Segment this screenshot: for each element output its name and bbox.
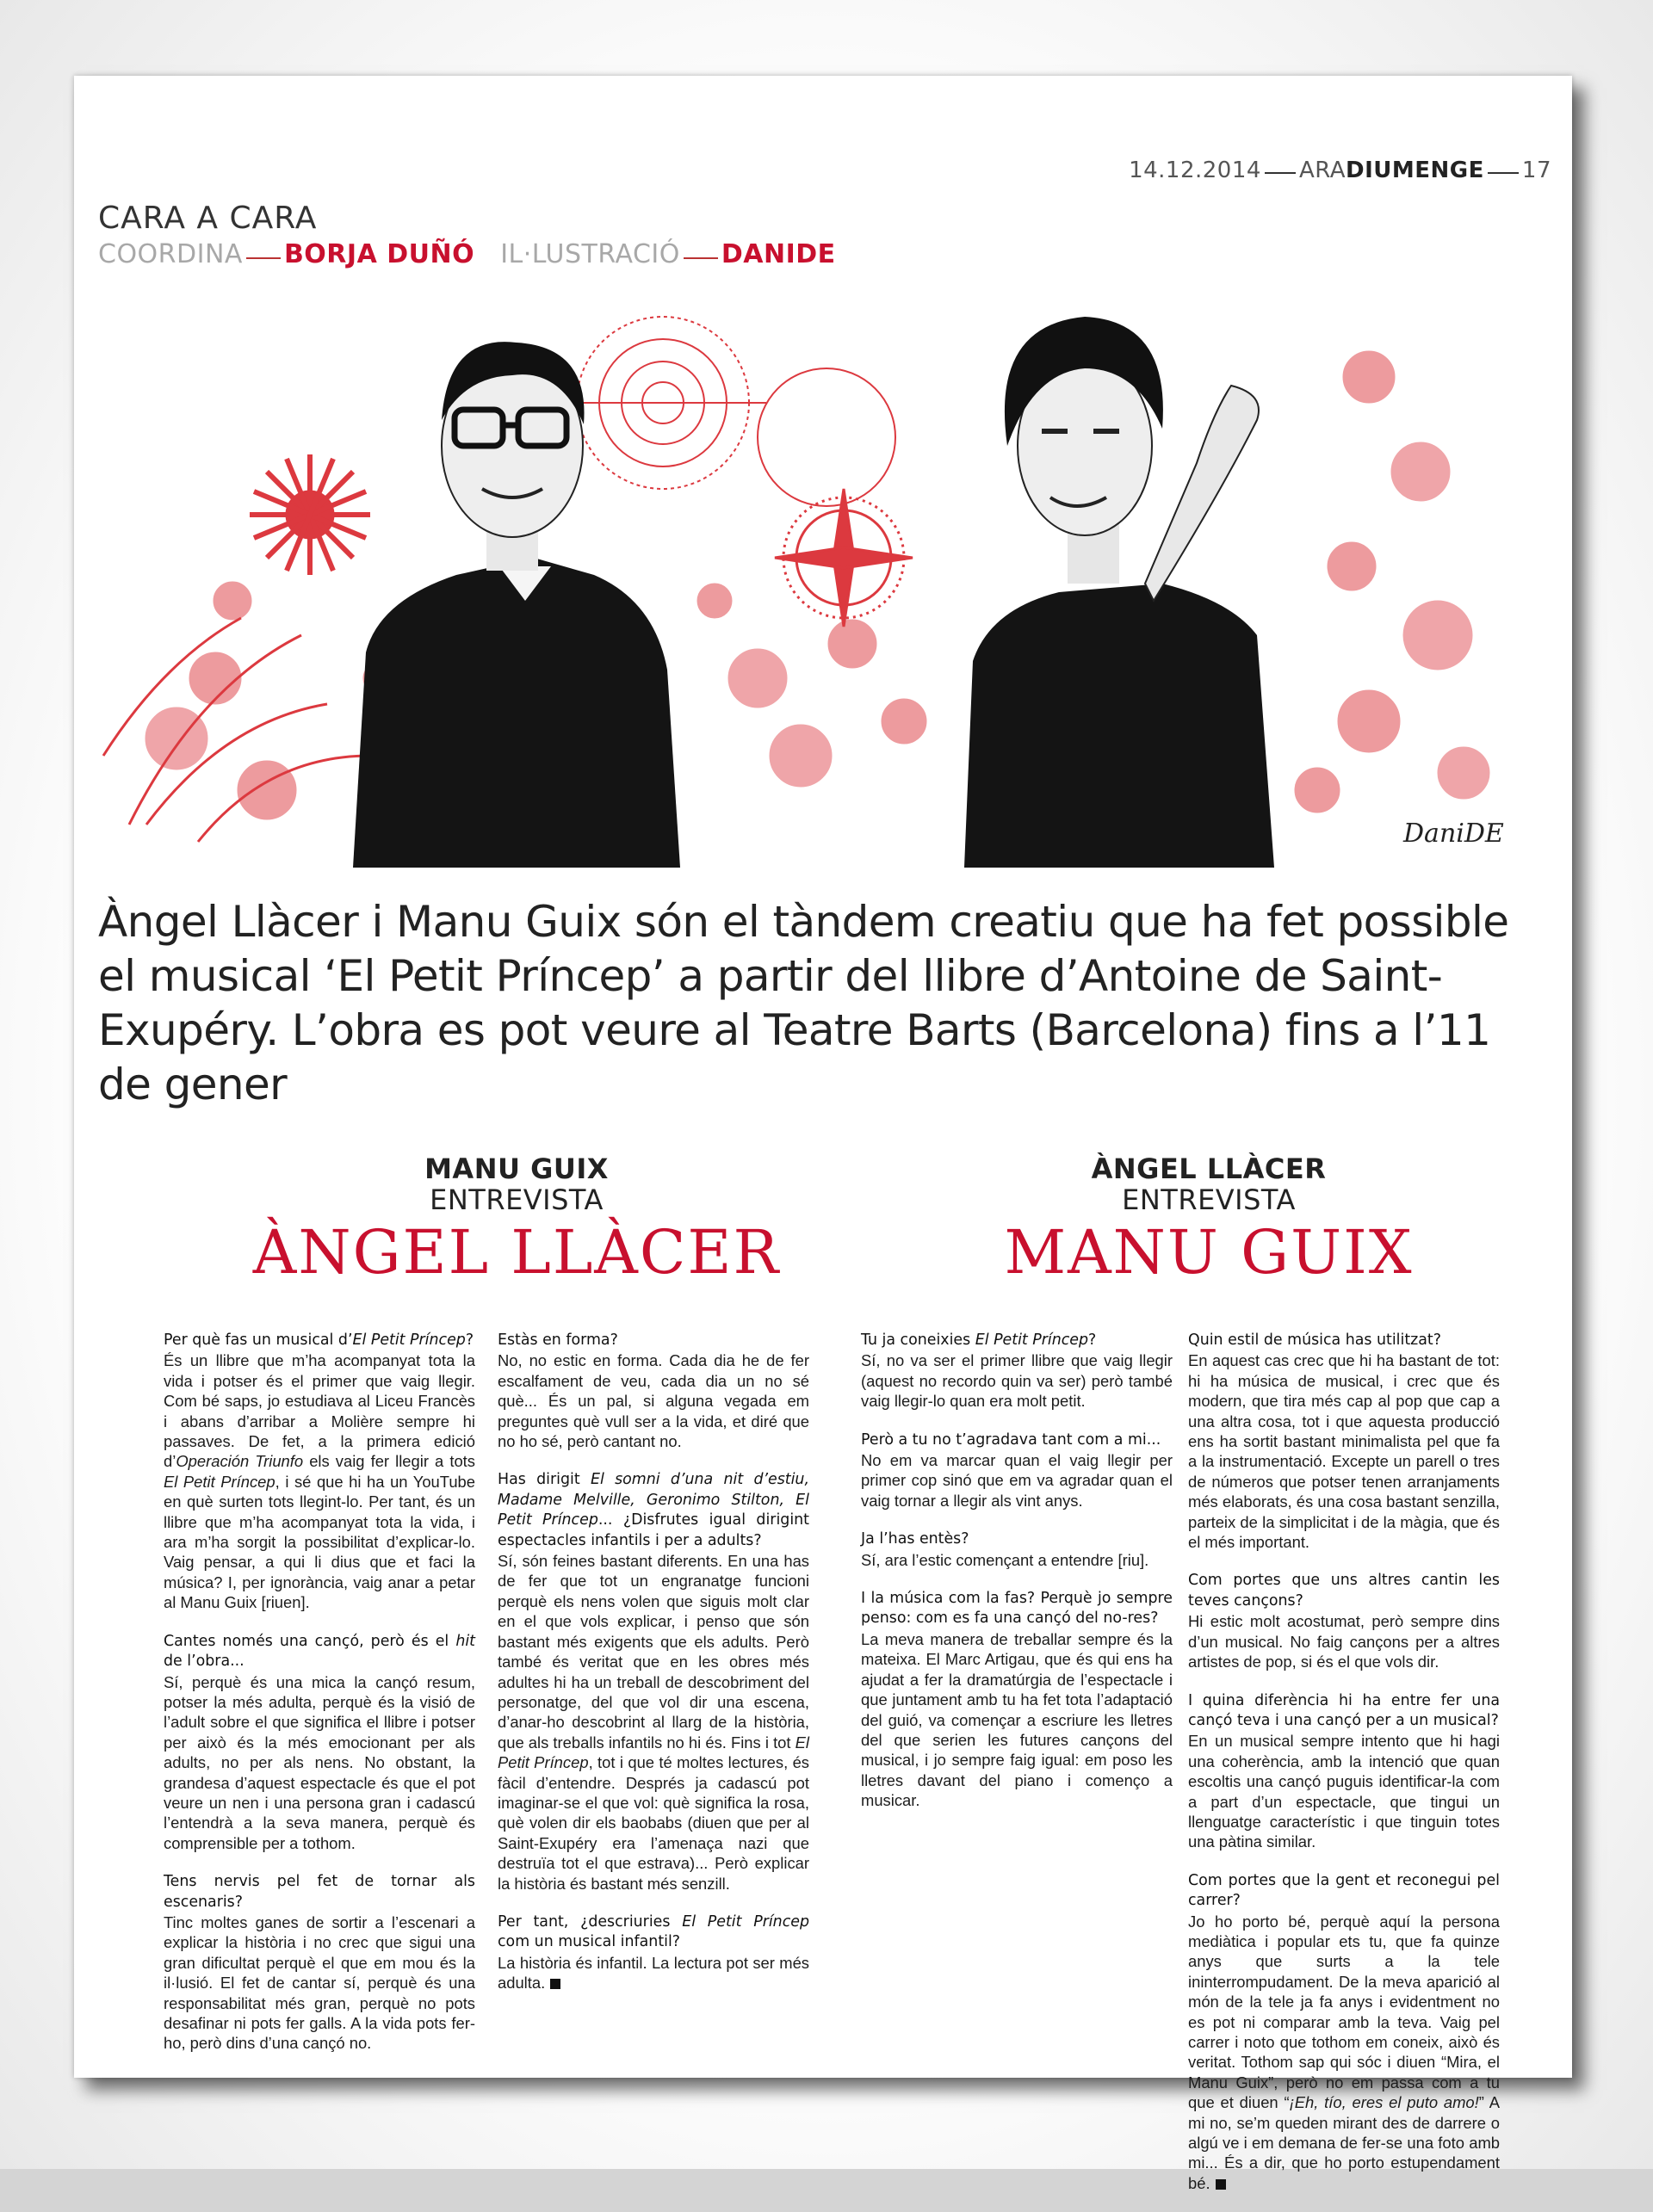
- answer: En un musical sempre intento que hi hagi una coherència, amb la intenció que quan escoltis una cançó puguis identificar-la com a part d’un espectacle, que tingui un llenguatge característic i que tinguin totes una pàtina similar.: [1188, 1732, 1500, 1851]
- flowers-center: [697, 584, 926, 787]
- answer: En aquest cas crec que hi ha bastant de tot: hi ha música de musical, i crec que és modern, que tira més cap al pop que cap a una altra cosa, tot i que aquesta producció ens ha sortit bastant minimalista pel que fa a la instrumentació. Excepte un parell o tres de números que potser tenen arranjaments més elaborats, és una cosa bastant senzilla, parteix de la simplicitat i de la màgia, que és el més important.: [1188, 1351, 1500, 1552]
- question: Per què fas un musical d’El Petit Príncep?: [164, 1332, 474, 1349]
- coord-name: BORJA DUÑÓ: [283, 239, 475, 269]
- brand-light: ARA: [1298, 158, 1347, 183]
- orbit-diagram: [577, 317, 895, 506]
- answer: Jo ho porto bé, perquè aquí la persona mediàtica i popular ets tu, que fa quinze anys que surts a la tele ininterrompudament. De la meva aparició al món de la tele ja fa anys i evidentment no es pot ni comparar amb la teva. Vaig pel carrer i noto que tothom em coneix, això és veritat. Tothom sap qui sóc i diuen “Mira, el Manu Guix”, però no em passa com a tu que et diuen “¡Eh, tío, eres el puto amo!” A mi no, se’m queden mirant des de darrere o algú ve i em demana de fer-se una foto amb mi... És a dir, que ho porto estupendament bé.: [1188, 1912, 1500, 2192]
- answer: Sí, perquè és una mica la cançó resum, potser la més adulta, perquè és la visió de l’adult sobre el que significa el llibre i potser per això és la més emocionant per als adults, no per als nens. No obstant, la grandesa d’aquest espectacle és que el pot veure un nen i una persona gran i cadascú l’entendrà a la seva manera, perquè és comprensible per a tothom.: [164, 1672, 475, 1852]
- compass-rose: [775, 489, 913, 627]
- left-interview-heading: [215, 1153, 818, 1289]
- answer: No, no estic en forma. Cada dia he de fer escalfament de veu, cada dia un no sé què... És un pal, si alguna vegada em preguntes què vull ser a la vida, et diré que no ho sé, però cantant no.: [498, 1351, 809, 1451]
- qa-item: [498, 1470, 809, 1894]
- text-column-1: [164, 1331, 475, 2073]
- question: Has dirigit El somni d’una nit d’estiu, Madame Melville, Geronimo Stilton, El Petit Príncep... ¿Disfrutes igual dirigint espectacles infantils i per a adults?: [498, 1471, 809, 1549]
- lead-paragraph: Àngel Llàcer i Manu Guix són el tàndem creatiu que ha fet possible el musical ‘El Petit Príncep’ a partir del llibre d’Antoine de Saint-Exupéry. L’obra es pot veure al Teatre Barts (Barcelona) fins a l’11 de gener: [98, 897, 1509, 1109]
- illustration: [95, 274, 1558, 868]
- qa-item: [861, 1430, 1173, 1511]
- end-mark: [1216, 2179, 1226, 2190]
- interviewee-name: ÀNGEL LLÀCER: [252, 1217, 781, 1288]
- answer: La meva manera de treballar sempre és la mateixa. El Marc Artigau, que és qui ens ha ajudat a fer la dramatúrgia de l’espectacle i que juntament amb tu ha fet tota l’adaptació del guió, va començar a escriure les lletres del que serien les futures cançons del musical, i jo sempre faig igual: em poso les lletres davant del piano i començo a musicar.: [861, 1629, 1173, 1810]
- brand-bold: DIUMENGE: [1346, 158, 1484, 183]
- question: I quina diferència hi ha entre fer una cançó teva i una cançó per a un musical?: [1188, 1691, 1500, 1729]
- qa-item: [1188, 1331, 1500, 1552]
- question: I la música com la fas? Perquè jo sempre penso: com es fa una cançó del no-res?: [861, 1590, 1173, 1628]
- qa-item: [1188, 1571, 1500, 1671]
- person-angel-llacer: [353, 342, 680, 868]
- section-kicker: [98, 200, 836, 272]
- question: Per tant, ¿descriuries El Petit Príncep com un musical infantil?: [498, 1912, 809, 1951]
- interviewer-name: MANU GUIX: [424, 1152, 609, 1185]
- question: Com portes que la gent et reconegui pel carrer?: [1188, 1871, 1500, 1910]
- interviewer-name: ÀNGEL LLÀCER: [1091, 1152, 1327, 1185]
- question: Ja l’has entès?: [861, 1530, 969, 1548]
- answer: Tinc moltes ganes de sortir a l’escenari a explicar la història i no crec que sigui una gran dificultat perquè el que em mou és la il·lusió. El fet de cantar sí, perquè és una responsabilitat més gran, perquè no pots desafinar ni pots fer galls. A la vida pots fer-ho, però dins d’una cançó no.: [164, 1912, 475, 2053]
- text-column-3: [861, 1331, 1173, 1830]
- qa-item: [164, 1331, 475, 1613]
- answer: Hi estic molt acostumat, però sempre dins d’un musical. No faig cançons per a altres artistes de pop, si és el que vols dir.: [1188, 1612, 1500, 1671]
- qa-item: [861, 1589, 1173, 1810]
- answer: No em va marcar quan el vaig llegir per primer cop sinó que em va agradar quan el vaig tornar a llegir als vint anys.: [861, 1451, 1173, 1510]
- interview-label: ENTREVISTA: [1122, 1183, 1296, 1216]
- interviewee-name: MANU GUIX: [1004, 1217, 1414, 1288]
- answer: Sí, no va ser el primer llibre que vaig llegir (aquest no recordo quin va ser) però també vaig llegir-lo quan era molt petit.: [861, 1351, 1173, 1411]
- answer: És un llibre que m’ha acompanyat tota la vida i potser és el primer que vaig llegir. Com bé saps, jo estudiava al Liceu Francès i abans d’arribar a Molière sempre hi passaves. De fet, a la primera edició d’Operación Triunfo els vaig fer llegir a tots El Petit Príncep, i sé que hi ha un YouTube en què surten tots llegint-lo. Per tant, és un llibre que m’ha acompanyat tota la vida, i ara m’ha sorgit la possibilitat d’explicar-lo. Vaig pensar, a qui li dius que et faci la música? I, per ignorància, vaig anar a petar al Manu Guix [riuen].: [164, 1351, 476, 1612]
- qa-item: [498, 1331, 809, 1451]
- sun-flower: [250, 454, 370, 575]
- rule: [1265, 172, 1296, 174]
- illus-name: DANIDE: [721, 239, 836, 269]
- coord-label: COORDINA: [98, 239, 243, 269]
- question: Tens nervis pel fet de tornar als escenaris?: [164, 1873, 475, 1911]
- interview-label: ENTREVISTA: [430, 1183, 604, 1216]
- qa-item: [498, 1912, 809, 1993]
- page-header: [1129, 158, 1551, 183]
- rule: [684, 257, 718, 259]
- section-title: CARA A CARA: [98, 201, 318, 236]
- credits: [98, 238, 836, 272]
- text-column-4: [1188, 1331, 1500, 2212]
- floral-background: [103, 317, 1489, 842]
- question: Quin estil de música has utilitzat?: [1188, 1332, 1441, 1349]
- right-interview-heading: [907, 1153, 1510, 1289]
- flowers-right: [1295, 351, 1489, 813]
- question: Però a tu no t’agradava tant com a mi...: [861, 1430, 1161, 1449]
- person-manu-guix: [964, 317, 1274, 868]
- qa-item: [861, 1529, 1173, 1570]
- illus-label: IL·LUSTRACIÓ: [500, 239, 680, 269]
- qa-item: [164, 1632, 475, 1853]
- answer: Sí, ara l’estic començant a entendre [riu].: [861, 1550, 1149, 1569]
- artist-signature: DaniDE: [1403, 819, 1504, 849]
- qa-item: [861, 1331, 1173, 1412]
- page-number: 17: [1521, 158, 1551, 183]
- question: Com portes que uns altres cantin les teves cançons?: [1188, 1572, 1500, 1610]
- text-column-2: [498, 1331, 809, 2012]
- rule: [246, 257, 281, 259]
- qa-item: [1188, 1871, 1500, 2194]
- question: Estàs en forma?: [498, 1332, 618, 1349]
- date: 14.12.2014: [1129, 158, 1261, 183]
- question: Cantes només una cançó, però és el hit de l’obra...: [164, 1632, 475, 1671]
- qa-item: [164, 1872, 475, 2054]
- end-mark: [550, 1979, 560, 1989]
- question: Tu ja coneixies El Petit Príncep?: [861, 1332, 1097, 1349]
- answer: La història és infantil. La lectura pot ser més adulta.: [498, 1953, 809, 1993]
- qa-item: [1188, 1691, 1500, 1852]
- answer: Sí, són feines bastant diferents. En una has de fer que tot un engranatge funcioni perquè els nens volen que siguis molt clar en el que vols explicar, i penso que són bastant més exigents que els adults. Però també és veritat que en les obres més adultes hi ha un treball de descobriment del personatge, del que vol dir una escena, d’anar-ho descobrint al llarg de la història, que als treballs infantils no hi és. Fins i tot El Petit Príncep, tot i que té moltes lectures, és fàcil d’entendre. Després ja cadascú pot imaginar-se el que vol: què significa la rosa, què volen dir els baobabs (diuen que per al Saint-Exupéry era l’amenaça nazi que destruïa tot el que estrava)... Però explicar la història és bastant més senzill.: [498, 1552, 809, 1893]
- fern-left: [103, 618, 370, 842]
- rule: [1488, 172, 1519, 174]
